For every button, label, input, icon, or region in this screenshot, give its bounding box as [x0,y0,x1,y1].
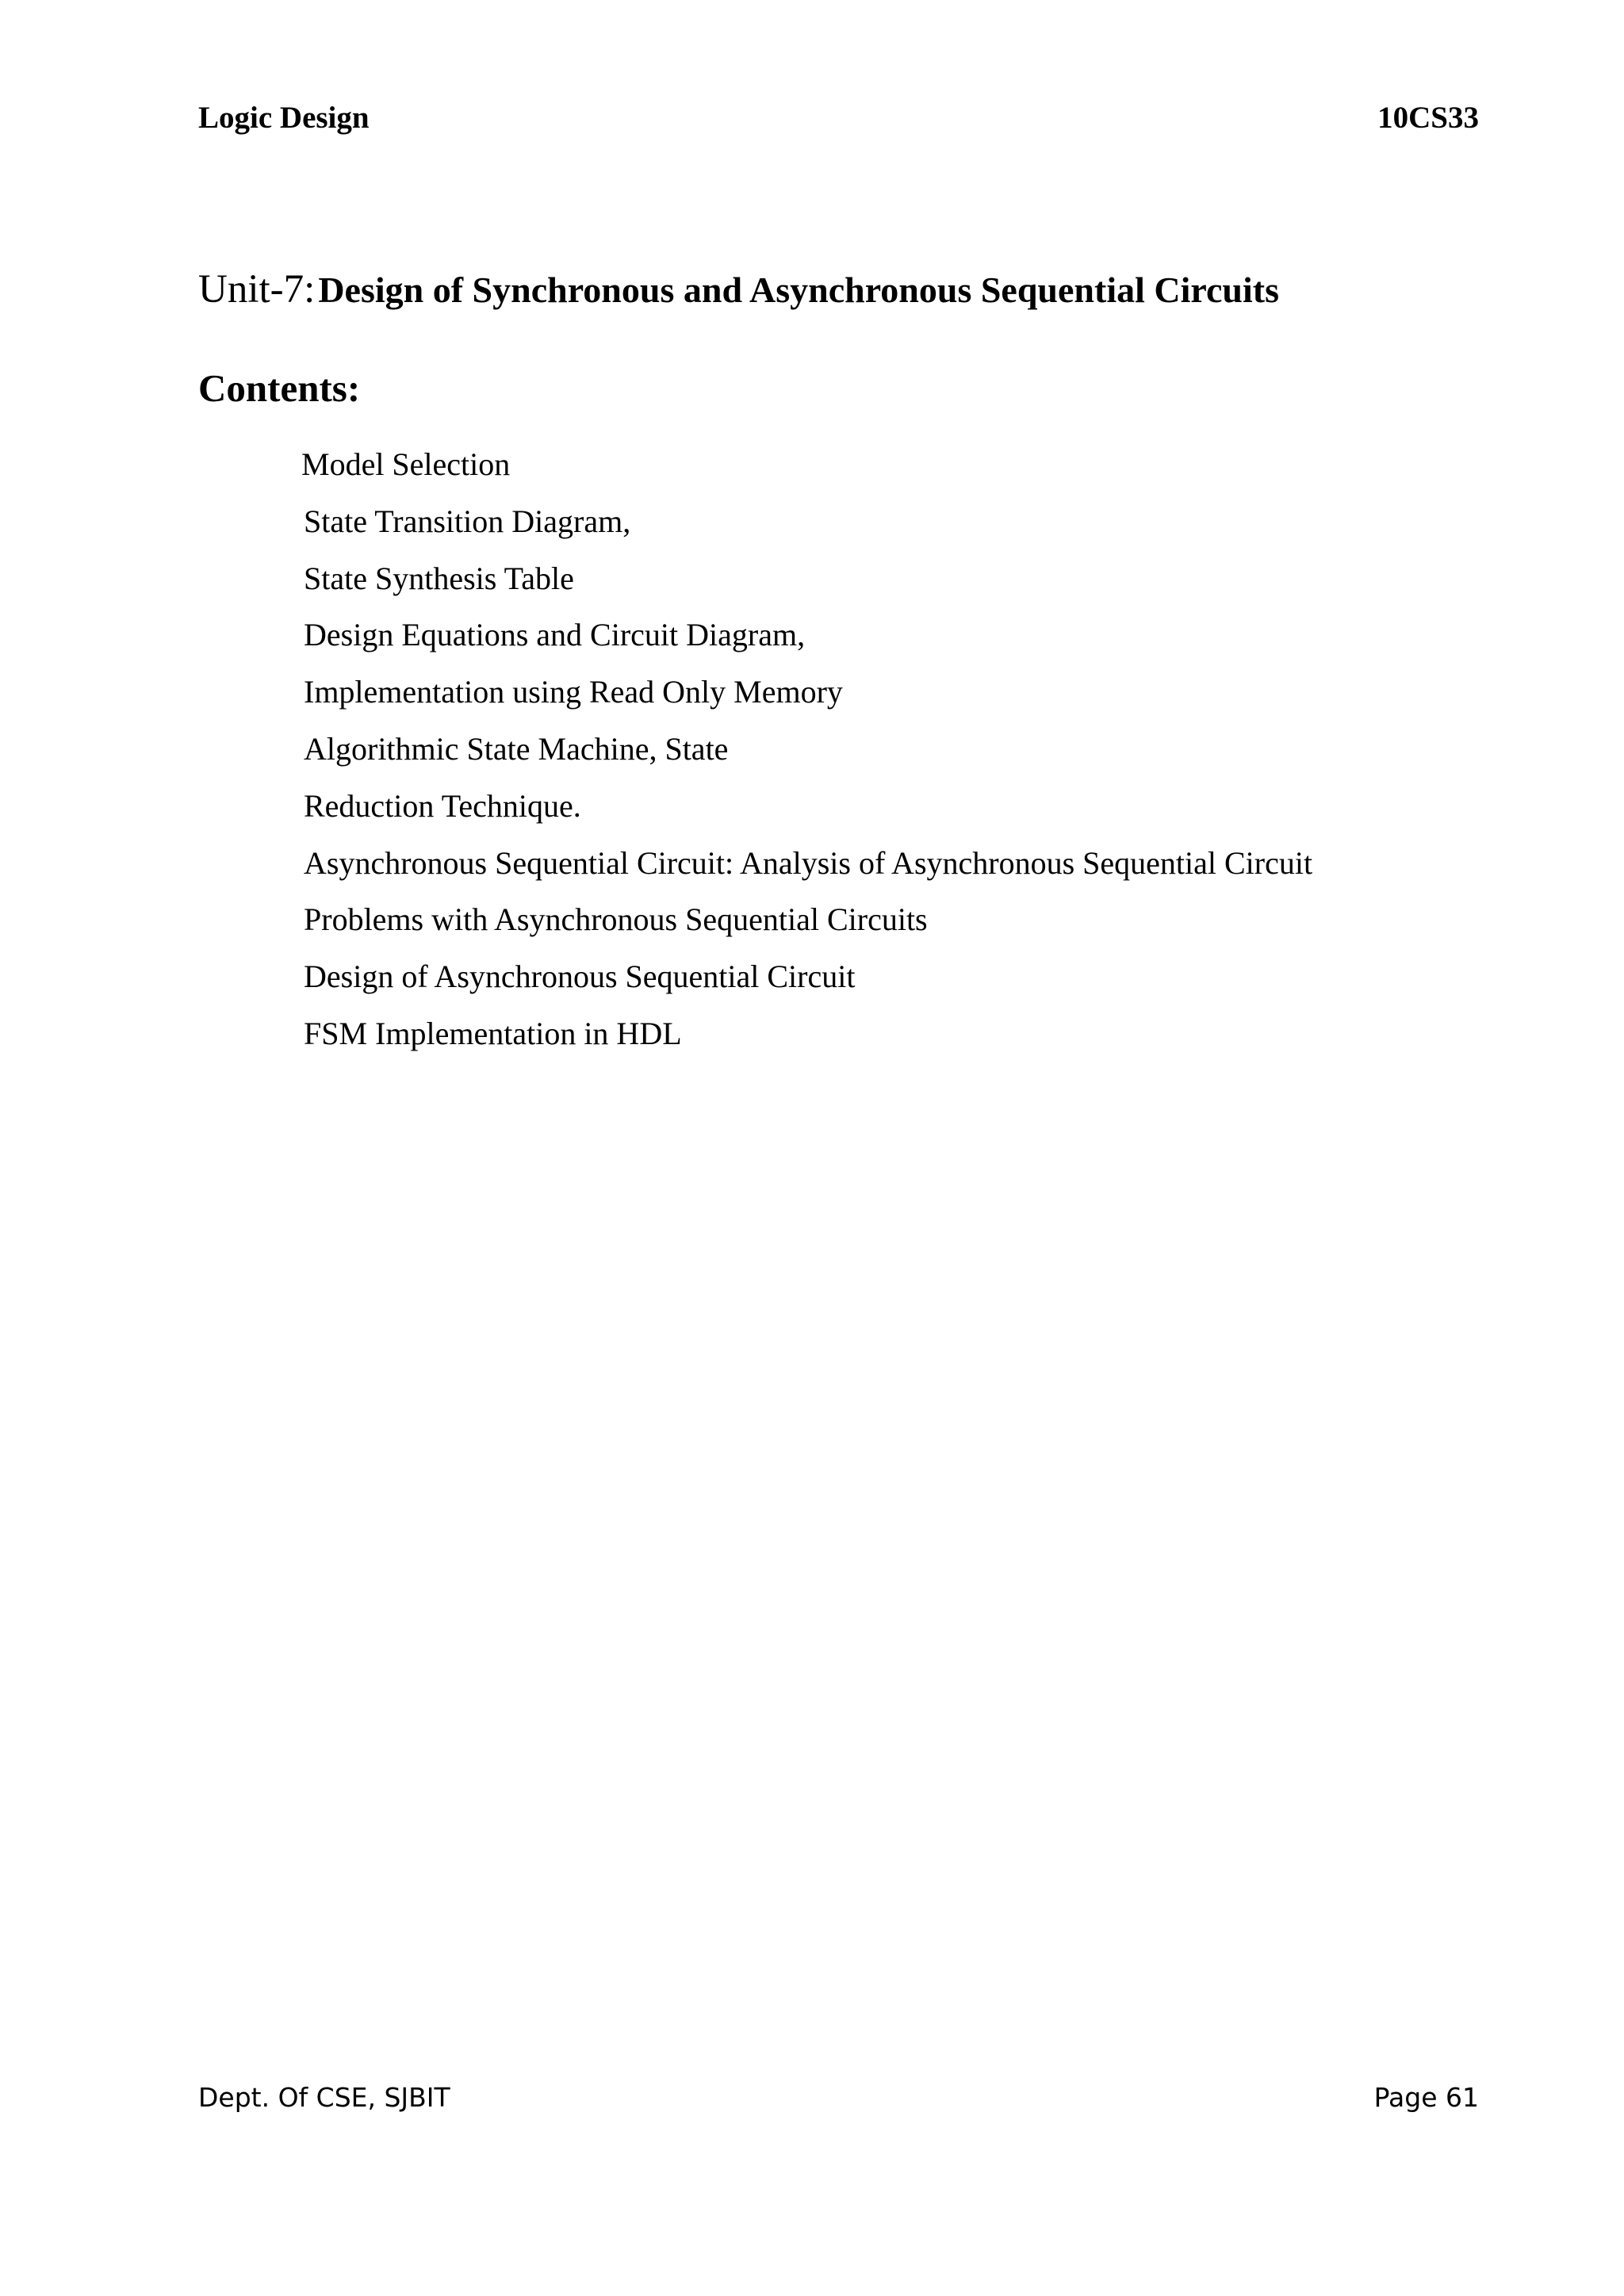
contents-item: Model Selection [301,446,511,482]
contents-item: FSM Implementation in HDL [304,1015,682,1051]
page-number: Page 61 [1373,2081,1479,2113]
contents-item: Algorithmic State Machine, State [304,730,729,767]
unit-heading [198,267,1279,312]
page-footer [198,2077,1479,2117]
course-code: 10CS33 [1377,100,1479,135]
contents-heading: Contents: [198,366,361,410]
contents-item: Implementation using Read Only Memory [304,674,843,710]
contents-item: Asynchronous Sequential Circuit: Analysis of Asynchronous Sequential Circuit [304,844,1313,881]
contents-item: State Transition Diagram, [304,503,631,539]
page-header [198,94,1479,141]
contents-item: State Synthesis Table [304,560,574,596]
department-label: Dept. Of CSE, SJBIT [198,2081,450,2113]
contents-item: Design of Asynchronous Sequential Circuit [304,959,856,995]
unit-number: Unit-7: [198,267,316,312]
contents-item: Problems with Asynchronous Sequential Circuits [304,901,928,938]
unit-title: Design of Synchronous and Asynchronous Sequential Circuits [318,270,1279,310]
contents-item: Design Equations and Circuit Diagram, [304,617,806,653]
contents-list [301,444,1313,1070]
course-title: Logic Design [198,100,370,135]
contents-item: Reduction Technique. [304,787,581,824]
